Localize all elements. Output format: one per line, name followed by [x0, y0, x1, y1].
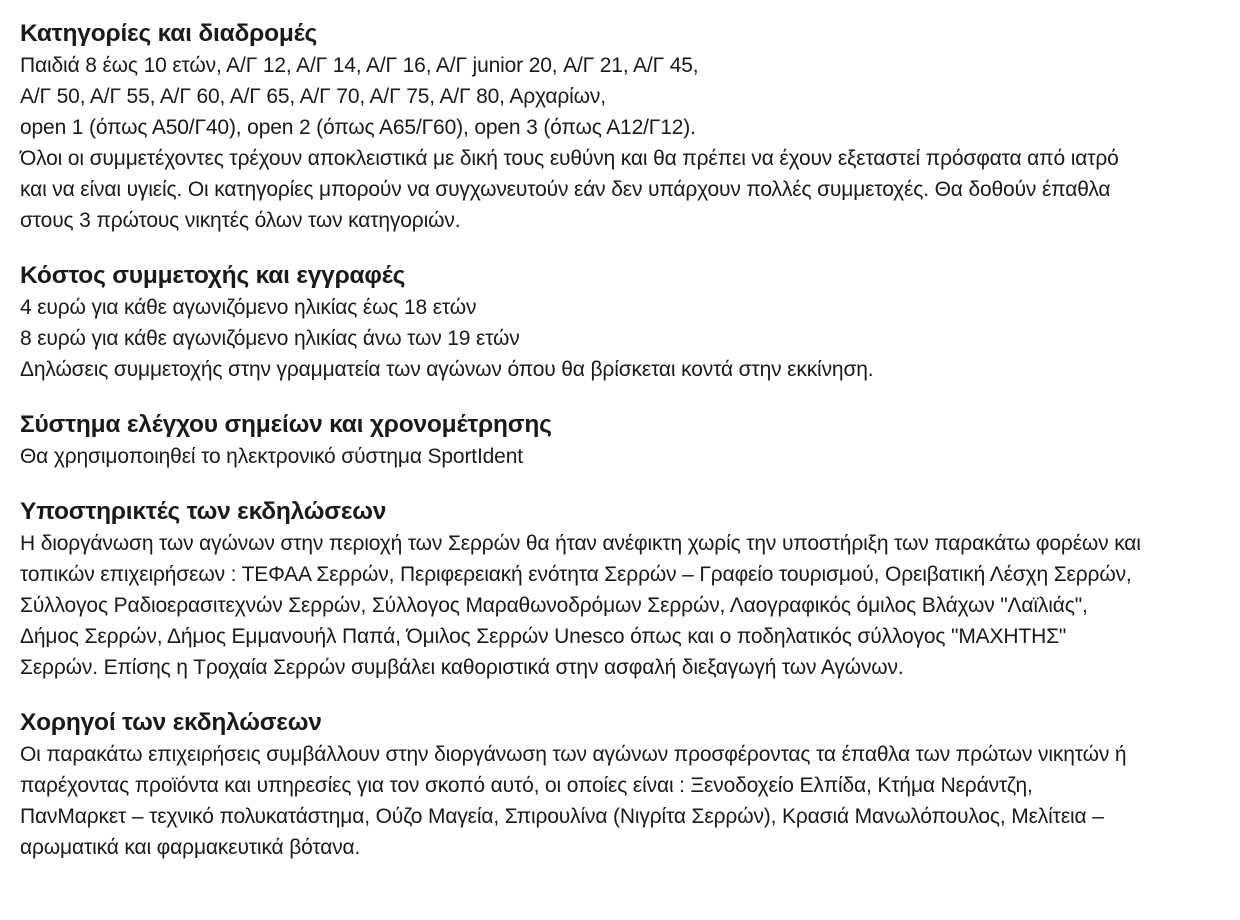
document-page — [20, 18, 1230, 887]
section-heading: Υποστηρικτές των εκδηλώσεων — [20, 498, 387, 525]
paragraph-line: τοπικών επιχειρήσεων : ΤΕΦΑΑ Σερρών, Περιφερειακή ενότητα Σερρών – Γραφείο τουρισμού, Ορειβατική Λέσχη Σερρών, — [20, 563, 1132, 586]
section-heading: Σύστημα ελέγχου σημείων και χρονομέτρησης — [20, 411, 552, 438]
paragraph-line: αρωματικά και φαρμακευτικά βότανα. — [20, 836, 361, 859]
section-heading: Κατηγορίες και διαδρομές — [20, 20, 318, 47]
section-categories — [20, 18, 1230, 236]
paragraph-line: Σύλλογος Ραδιοερασιτεχνών Σερρών, Σύλλογος Μαραθωνοδρόμων Σερρών, Λαογραφικός όμιλος Βλάχων "Λαϊλιάς", — [20, 594, 1088, 617]
paragraph-line: Σερρών. Επίσης η Τροχαία Σερρών συμβάλει καθοριστικά στην ασφαλή διεξαγωγή των Αγώνων. — [20, 656, 904, 679]
paragraph-line: Παιδιά 8 έως 10 ετών, Α/Γ 12, Α/Γ 14, Α/Γ 16, Α/Γ junior 20, Α/Γ 21, Α/Γ 45, — [20, 54, 699, 77]
section-heading: Χορηγοί των εκδηλώσεων — [20, 709, 322, 736]
section-supporters — [20, 496, 1230, 683]
paragraph-line: Όλοι οι συμμετέχοντες τρέχουν αποκλειστικά με δική τους ευθύνη και θα πρέπει να έχουν εξεταστεί πρόσφατα από ιατρό — [20, 147, 1119, 170]
paragraph-line: Η διοργάνωση των αγώνων στην περιοχή των Σερρών θα ήταν ανέφικτη χωρίς την υποστήριξη των παρακάτω φορέων και — [20, 532, 1141, 555]
paragraph-line: Α/Γ 50, Α/Γ 55, Α/Γ 60, Α/Γ 65, Α/Γ 70, Α/Γ 75, Α/Γ 80, Αρχαρίων, — [20, 85, 606, 108]
paragraph-line: στους 3 πρώτους νικητές όλων των κατηγοριών. — [20, 209, 461, 232]
paragraph-line: Οι παρακάτω επιχειρήσεις συμβάλλουν στην διοργάνωση των αγώνων προσφέροντας τα έπαθλα των πρώτων νικητών ή — [20, 743, 1127, 766]
paragraph-line: 8 ευρώ για κάθε αγωνιζόμενο ηλικίας άνω των 19 ετών — [20, 327, 520, 350]
paragraph-line: και να είναι υγιείς. Οι κατηγορίες μπορούν να συγχωνευτούν εάν δεν υπάρχουν πολλές συμμετοχές. Θα δοθούν έπαθλα — [20, 178, 1111, 201]
paragraph-line: Δηλώσεις συμμετοχής στην γραμματεία των αγώνων όπου θα βρίσκεται κοντά στην εκκίνηση. — [20, 358, 874, 381]
paragraph-line: παρέχοντας προϊόντα και υπηρεσίες για τον σκοπό αυτό, οι οποίες είναι : Ξενοδοχείο Ελπίδα, Κτήμα Νεράντζη, — [20, 774, 1033, 797]
section-heading: Κόστος συμμετοχής και εγγραφές — [20, 262, 406, 289]
section-timing-system — [20, 409, 1230, 472]
paragraph-line: Θα χρησιμοποιηθεί το ηλεκτρονικό σύστημα SportIdent — [20, 445, 523, 468]
paragraph-line: Δήμος Σερρών, Δήμος Εμμανουήλ Παπά, Όμιλος Σερρών Unesco όπως και ο ποδηλατικός σύλλογος "ΜΑΧΗΤΗΣ" — [20, 625, 1067, 648]
section-sponsors — [20, 707, 1230, 863]
paragraph-line: ΠανΜαρκετ – τεχνικό πολυκατάστημα, Ούζο Μαγεία, Σπιρουλίνα (Νιγρίτα Σερρών), Κρασιά Μανωλόπουλος, Μελίτεια – — [20, 805, 1104, 828]
paragraph-line: 4 ευρώ για κάθε αγωνιζόμενο ηλικίας έως 18 ετών — [20, 296, 477, 319]
paragraph-line: open 1 (όπως Α50/Γ40), open 2 (όπως Α65/Γ60), open 3 (όπως Α12/Γ12). — [20, 116, 696, 139]
section-cost-registration — [20, 260, 1230, 385]
